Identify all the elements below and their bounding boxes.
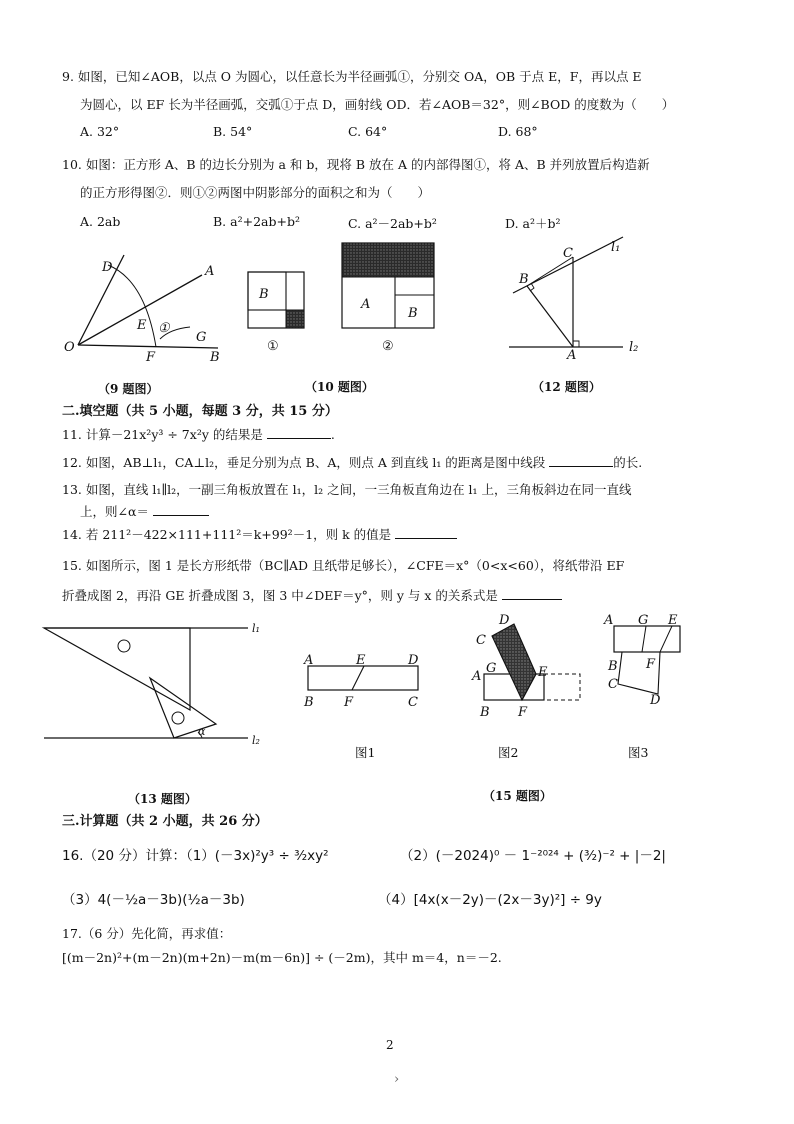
fig9-label-d: D bbox=[102, 260, 113, 275]
q16-part2: （2）(－2024)⁰ － 1⁻²⁰²⁴ + (³⁄₂)⁻² + |－2| bbox=[400, 848, 666, 864]
fig12-caption: （12 题图） bbox=[532, 380, 601, 394]
fig15-f1-title: 图1 bbox=[355, 745, 376, 760]
fig15-f2-folded-part bbox=[492, 624, 536, 700]
fig12-label-l1: l₁ bbox=[611, 240, 621, 255]
q13-line1: 13. 如图，直线 l₁∥l₂，一副三角板放置在 l₁，l₂ 之间，一三角板直角边在 l₁ 上，三角板斜边在同一直线 bbox=[62, 482, 632, 497]
q13-answer-blank[interactable] bbox=[153, 503, 209, 516]
fig15-f3-label-d: D bbox=[650, 693, 661, 708]
footer-mark: › bbox=[394, 1072, 400, 1087]
fig15-f2-label-b: B bbox=[480, 705, 490, 720]
q14-line bbox=[62, 525, 457, 543]
fig15-f1-label-e: E bbox=[356, 653, 366, 668]
q9-option-c: C. 64° bbox=[348, 124, 388, 139]
fig10-label-one: ① bbox=[267, 339, 279, 354]
fig13-triangle-upper bbox=[44, 628, 190, 710]
fig15-figure2 bbox=[470, 612, 590, 722]
q17-line2: [(m－2n)²+(m－2n)(m+2n)－m(m－6n)] ÷ (－2m)，其中 m＝4，n＝－2. bbox=[62, 950, 502, 965]
fig10-label-two: ② bbox=[382, 339, 394, 354]
q10-line1: 10. 如图：正方形 A、B 的边长分别为 a 和 b，现将 B 放在 A 的内部得图①，将 A、B 并列放置后构造新 bbox=[62, 157, 650, 172]
fig12-label-c: C bbox=[563, 246, 573, 261]
fig15-f2-label-c: C bbox=[476, 633, 486, 648]
fig15-f2-dashed bbox=[544, 674, 580, 700]
fig10-shade-2 bbox=[342, 243, 434, 277]
fig9-label-o: O bbox=[64, 340, 75, 355]
fig10-label-b2: B bbox=[408, 306, 418, 321]
fig12-segment-ba bbox=[527, 286, 573, 347]
q12-line bbox=[62, 453, 642, 471]
q12-text: 12. 如图，AB⊥l₁，CA⊥l₂，垂足分别为点 B、A，则点 A 到直线 l₁ 的距离是图中线段 bbox=[62, 455, 546, 470]
fig9-label-b: B bbox=[210, 350, 220, 365]
fig10-label-b1: B bbox=[259, 287, 269, 302]
fig10-caption: （10 题图） bbox=[305, 380, 374, 394]
q15-line2 bbox=[62, 586, 562, 604]
fig12-label-l2: l₂ bbox=[629, 340, 639, 355]
fig9-label-f: F bbox=[146, 350, 156, 365]
q12-answer-blank[interactable] bbox=[549, 454, 613, 467]
fig9-label-e: E bbox=[137, 318, 147, 333]
q13-text: 上，则∠α＝ bbox=[80, 504, 149, 519]
q15-answer-blank[interactable] bbox=[502, 587, 562, 600]
section3-title: 三.计算题（共 2 小题，共 26 分） bbox=[62, 814, 268, 829]
q15-text: 折叠成图 2，再沿 GE 折叠成图 3，图 3 中∠DEF＝y°，则 y 与 x 的关系式是 bbox=[62, 588, 498, 603]
fig15-f1-strip bbox=[308, 666, 418, 690]
fig15-f2-label-e: E bbox=[538, 665, 548, 680]
fig13-caption: （13 题图） bbox=[128, 792, 197, 806]
fig15-f2-title: 图2 bbox=[498, 745, 519, 760]
page-number: 2 bbox=[386, 1038, 394, 1052]
fig9-label-a: A bbox=[205, 264, 215, 279]
q16-part4: （4）[4x(x－2y)－(2x－3y)²] ÷ 9y bbox=[378, 892, 602, 908]
q13-line2 bbox=[80, 502, 209, 520]
q9-line1: 9. 如图，已知∠AOB，以点 O 为圆心，以任意长为半径画弧①，分别交 OA，OB 于点 E，F，再以点 E bbox=[62, 69, 642, 84]
fig15-f3-label-f: F bbox=[646, 657, 656, 672]
q10-option-b: B. a²+2ab+b² bbox=[213, 214, 300, 229]
fig10-label-a: A bbox=[361, 297, 371, 312]
fig13-label-l1: l₁ bbox=[252, 622, 260, 635]
q17-line1: 17.（6 分）先化简，再求值： bbox=[62, 926, 232, 941]
q14-text: 14. 若 211²－422×111+111²＝k+99²－1，则 k 的值是 bbox=[62, 527, 392, 542]
q10-option-a: A. 2ab bbox=[80, 214, 121, 229]
q10-option-c: C. a²－2ab+b² bbox=[348, 216, 437, 231]
fig13-hole-upper bbox=[118, 640, 130, 652]
q16-part3: （3）4(－½a－3b)(½a－3b) bbox=[62, 892, 245, 908]
fig13-label-l2: l₂ bbox=[252, 734, 260, 747]
q10-option-d: D. a²＋b² bbox=[505, 216, 561, 231]
fig12-label-b: B bbox=[519, 272, 529, 287]
q11-line bbox=[62, 425, 335, 443]
fig15-f1-label-a: A bbox=[304, 653, 314, 668]
q9-option-a: A. 32° bbox=[80, 124, 120, 139]
fig15-f2-label-f: F bbox=[518, 705, 528, 720]
fig13-triangle-lower bbox=[150, 678, 216, 738]
fig15-f1-label-b: B bbox=[304, 695, 314, 710]
q9-line2: 为圆心，以 EF 长为半径画弧，交弧①于点 D，画射线 OD．若∠AOB＝32°，则∠BOD 的度数为（ ） bbox=[80, 97, 675, 112]
fig13-diagram bbox=[40, 620, 270, 750]
fig9-caption: （9 题图） bbox=[98, 382, 159, 396]
fig15-figure1 bbox=[300, 650, 430, 710]
fig10-diagram bbox=[245, 240, 445, 360]
fig10-shade-1 bbox=[286, 310, 304, 328]
fig15-figure3 bbox=[600, 608, 690, 708]
fig15-f2-label-g: G bbox=[486, 661, 497, 676]
fig15-f1-crease bbox=[352, 666, 364, 690]
fig12-diagram bbox=[505, 235, 655, 365]
q11-text: 11. 计算－21x²y³ ÷ 7x²y 的结果是 bbox=[62, 427, 263, 442]
fig15-f1-label-c: C bbox=[408, 695, 418, 710]
q11-end: . bbox=[330, 427, 335, 442]
fig15-f3-label-e: E bbox=[668, 613, 678, 628]
fig9-label-g: G bbox=[196, 330, 207, 345]
section2-title: 二.填空题（共 5 小题，每题 3 分，共 15 分） bbox=[62, 404, 338, 419]
fig9-ray-ob bbox=[78, 345, 218, 348]
fig15-f3-label-b: B bbox=[608, 659, 618, 674]
q10-line2: 的正方形得图②．则①②两图中阴影部分的面积之和为（ ） bbox=[80, 185, 431, 200]
fig9-label-one: ① bbox=[158, 321, 170, 336]
q12-end: 的长. bbox=[613, 455, 643, 470]
fig15-f1-label-f: F bbox=[344, 695, 354, 710]
fig15-f2-label-d: D bbox=[499, 613, 510, 628]
fig9-arc bbox=[108, 265, 156, 347]
q9-option-d: D. 68° bbox=[498, 124, 538, 139]
fig15-f3-label-a: A bbox=[604, 613, 614, 628]
q15-line1: 15. 如图所示，图 1 是长方形纸带（BC∥AD 且纸带足够长），∠CFE＝x°（0<x<60），将纸带沿 EF bbox=[62, 558, 625, 573]
q14-answer-blank[interactable] bbox=[395, 526, 457, 539]
fig15-f3-label-c: C bbox=[608, 677, 618, 692]
q11-answer-blank[interactable] bbox=[267, 426, 331, 439]
fig15-caption: （15 题图） bbox=[483, 789, 552, 803]
q9-option-b: B. 54° bbox=[213, 124, 253, 139]
fig12-label-a: A bbox=[567, 348, 577, 363]
fig15-f2-label-a: A bbox=[472, 669, 482, 684]
fig15-f1-label-d: D bbox=[408, 653, 419, 668]
fig13-label-alpha: α bbox=[198, 725, 206, 738]
q16-head: 16.（20 分）计算：（1）(－3x)²y³ ÷ ³⁄₂xy² bbox=[62, 848, 329, 864]
fig15-f3-title: 图3 bbox=[628, 745, 649, 760]
fig15-f3-label-g: G bbox=[638, 613, 649, 628]
fig9-diagram bbox=[60, 245, 230, 365]
